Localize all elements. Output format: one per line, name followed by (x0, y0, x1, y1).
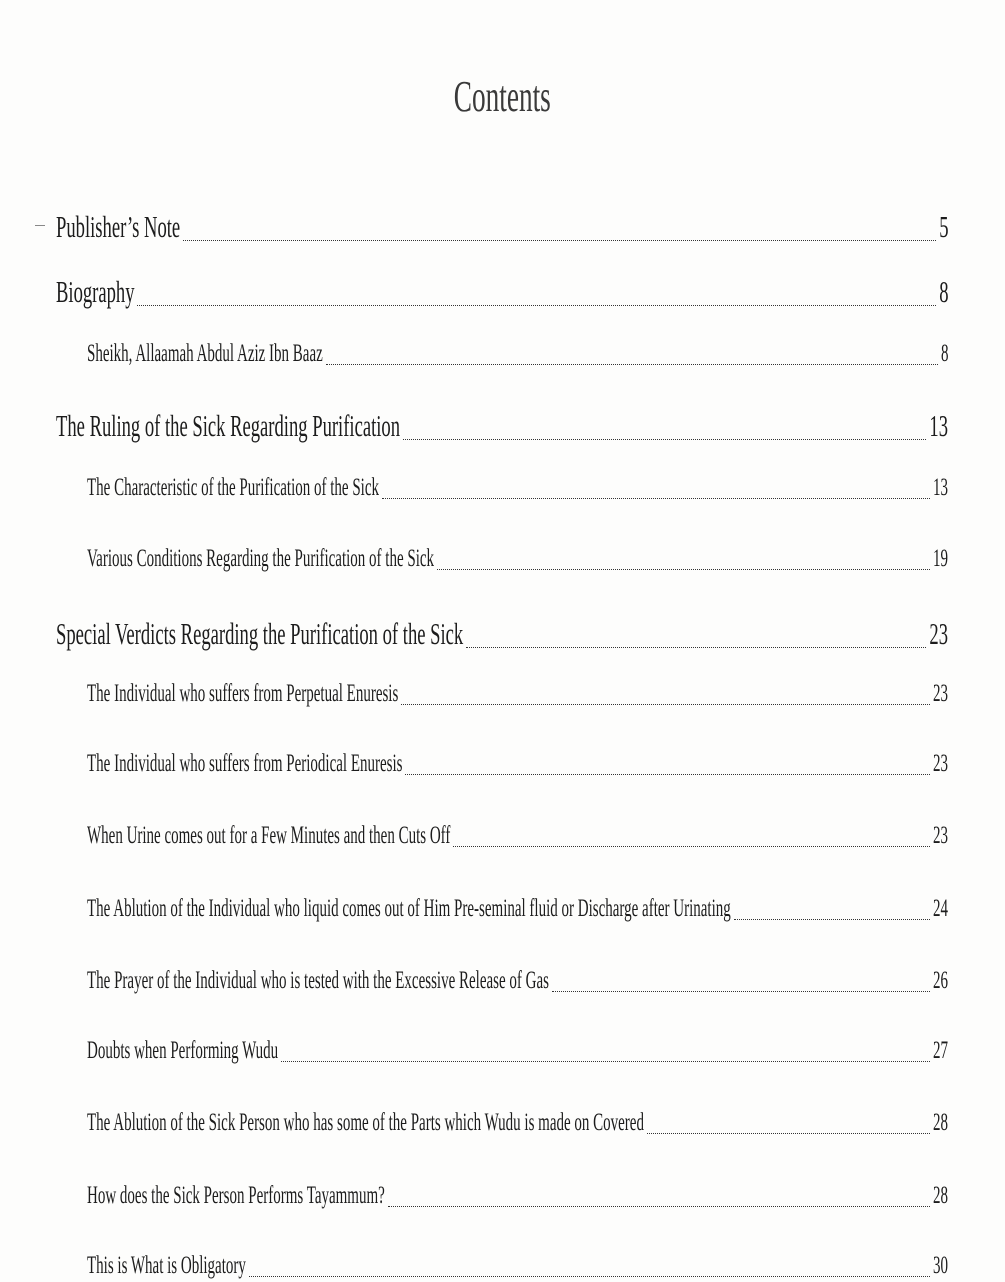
toc-leader-dots (281, 1061, 930, 1062)
toc-entry-page: 19 (933, 545, 948, 572)
toc-leader-dots (405, 774, 930, 775)
toc-entry-label: Special Verdicts Regarding the Purification of the Sick (56, 616, 464, 651)
toc-entry-page: 28 (933, 1182, 948, 1209)
toc-entry-page: 23 (933, 750, 948, 777)
scan-mark (35, 225, 45, 226)
toc-entry-page: 24 (933, 895, 948, 922)
toc-leader-dots (388, 1206, 930, 1207)
toc-entry-page: 23 (933, 822, 948, 849)
toc-entry[interactable] (56, 208, 948, 246)
toc-entry-label: Biography (56, 274, 135, 309)
toc-entry[interactable] (87, 1180, 948, 1212)
toc-leader-dots (453, 846, 930, 847)
toc-entry-page: 13 (929, 408, 948, 443)
toc-entry-page: 8 (938, 274, 948, 309)
toc-entry-page: 23 (933, 680, 948, 707)
toc-entry-label: The Individual who suffers from Perpetual Enuresis (87, 680, 399, 707)
toc-entry-page: 5 (938, 209, 948, 244)
toc-entry-page: 8 (940, 340, 948, 367)
toc-leader-dots (137, 305, 936, 306)
toc-entry[interactable] (87, 748, 948, 780)
toc-leader-dots (437, 569, 930, 570)
toc-entry[interactable] (87, 543, 948, 575)
toc-entry-label: The Ablution of the Individual who liquid comes out of Him Pre-seminal fluid or Discharge after Urinating (87, 895, 731, 922)
toc-entry[interactable] (87, 1107, 948, 1139)
toc-entry-page: 26 (933, 967, 948, 994)
toc-entry[interactable] (56, 273, 948, 311)
toc-entry-label: The Characteristic of the Purification of the Sick (87, 474, 379, 501)
toc-entry-page: 30 (933, 1252, 948, 1279)
toc-entry-page: 23 (929, 616, 948, 651)
toc-entry-page: 13 (933, 474, 948, 501)
toc-entry[interactable] (56, 407, 948, 445)
page-title: Contents (453, 72, 551, 121)
toc-entry[interactable] (87, 1035, 948, 1067)
toc-entry-label: The Prayer of the Individual who is tested with the Excessive Release of Gas (87, 967, 549, 994)
toc-leader-dots (326, 364, 938, 365)
toc-entry-page: 27 (933, 1037, 948, 1064)
toc-leader-dots (403, 439, 926, 440)
toc-entry-label: The Individual who suffers from Periodical Enuresis (87, 750, 403, 777)
toc-leader-dots (382, 498, 930, 499)
toc-entry-label: The Ruling of the Sick Regarding Purification (56, 408, 401, 443)
toc-leader-dots (249, 1276, 930, 1277)
toc-entry-label: The Ablution of the Sick Person who has some of the Parts which Wudu is made on Covered (87, 1109, 644, 1136)
toc-entry-label: When Urine comes out for a Few Minutes and then Cuts Off (87, 822, 451, 849)
toc-leader-dots (647, 1133, 930, 1134)
toc-entry-label: Sheikh, Allaamah Abdul Aziz Ibn Baaz (87, 340, 323, 367)
toc-leader-dots (466, 647, 926, 648)
toc-leader-dots (734, 919, 930, 920)
toc-entry[interactable] (87, 472, 948, 504)
toc-leader-dots (183, 240, 936, 241)
toc-entry[interactable] (87, 678, 948, 710)
toc-entry[interactable] (87, 820, 948, 852)
toc-entry-label: This is What is Obligatory (87, 1252, 246, 1279)
toc-entry[interactable] (87, 893, 948, 925)
toc-entry-label: Publisher’s Note (56, 209, 181, 244)
toc-entry-label: Doubts when Performing Wudu (87, 1037, 279, 1064)
toc-entry[interactable] (87, 1250, 948, 1282)
toc-entry[interactable] (56, 615, 948, 653)
toc-leader-dots (401, 704, 930, 705)
toc-entry-page: 28 (933, 1109, 948, 1136)
toc-entry[interactable] (87, 338, 948, 370)
toc-entry-label: Various Conditions Regarding the Purification of the Sick (87, 545, 435, 572)
toc-entry-label: How does the Sick Person Performs Tayammum? (87, 1182, 385, 1209)
toc-leader-dots (552, 991, 930, 992)
toc-entry[interactable] (87, 965, 948, 997)
